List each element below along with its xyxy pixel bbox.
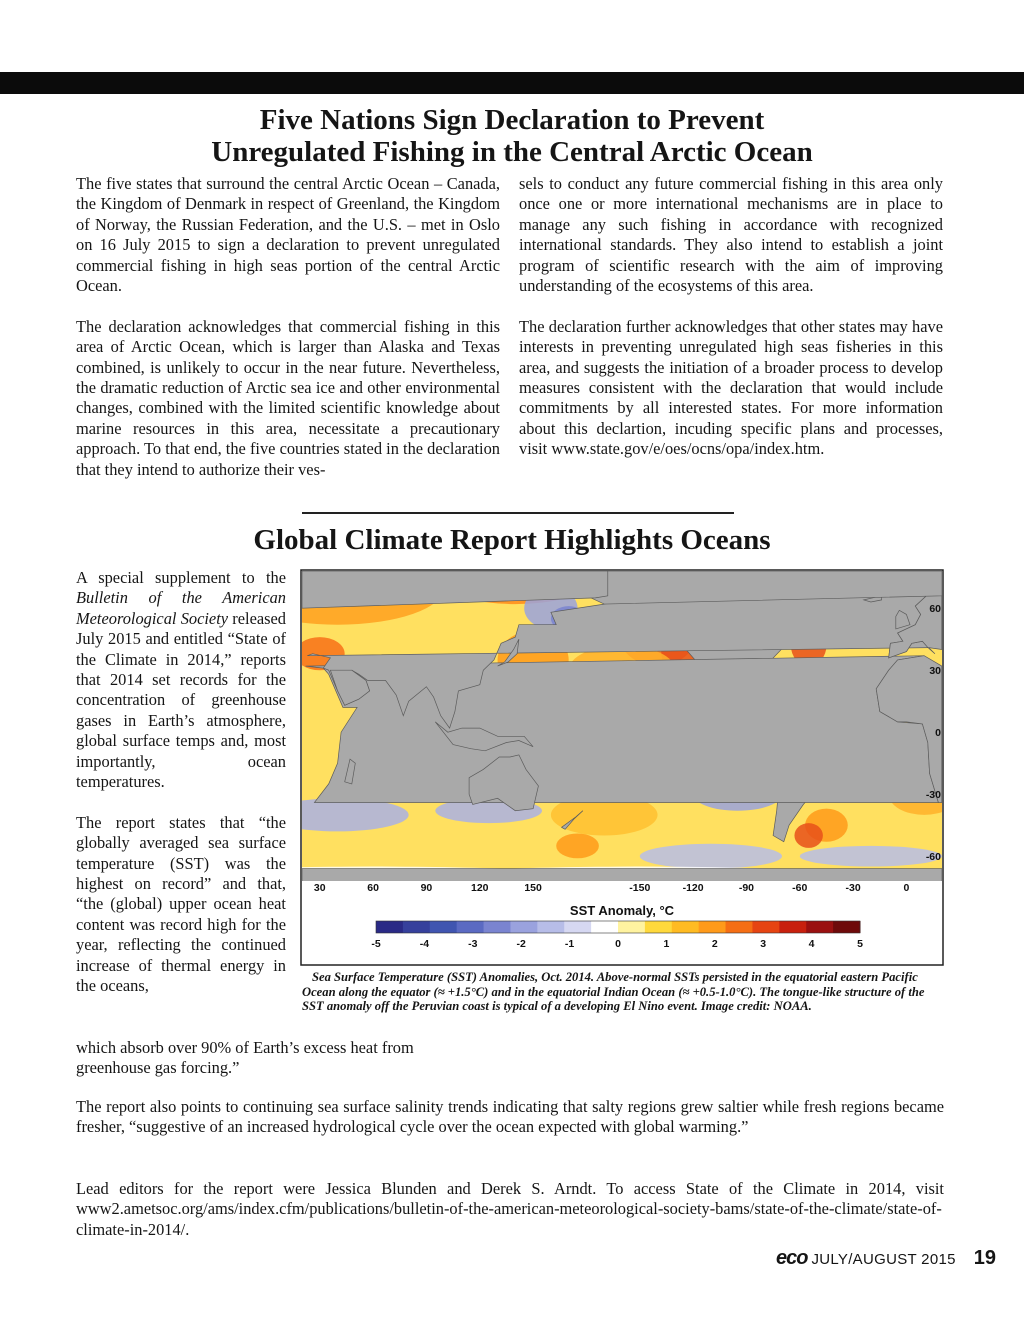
colorbar-swatch	[537, 921, 564, 933]
colorbar-tick-label: 2	[711, 938, 718, 950]
colorbar-swatch	[726, 921, 753, 933]
colorbar	[376, 921, 861, 933]
journal-name: Bulletin of the American Meteorological Society	[76, 588, 286, 628]
article-narrow-column	[76, 568, 286, 1017]
y-tick-label: -30	[925, 789, 941, 802]
article-left-column	[76, 174, 500, 500]
x-tick-label: -90	[738, 882, 755, 894]
colorbar-tick-label: -2	[516, 938, 526, 950]
colorbar-tick-label: -3	[468, 938, 478, 950]
header-bar	[0, 72, 1024, 94]
colorbar-swatch	[510, 921, 537, 933]
article-title-line2: Unregulated Fishing in the Central Arctic Ocean	[211, 136, 813, 168]
colorbar-swatch	[403, 921, 430, 933]
paragraph: The five states that surround the central Arctic Ocean – Canada, the Kingdom of Denmark in respect of Greenland, the Kingdom of Norway, the Russian Federation, and the U.S. – met in Oslo on 16 July 2015 to sign a declaration to prevent unregulated commercial fishing in high seas portion of the central Arctic Ocean.	[76, 174, 500, 296]
colorbar-swatch	[564, 921, 591, 933]
article-title-line1: Five Nations Sign Declaration to Prevent	[259, 104, 765, 136]
y-tick-label: -60	[925, 851, 941, 864]
colorbar-swatch	[376, 921, 403, 933]
colorbar-tick-label: -5	[371, 938, 381, 950]
paragraph: The report states that “the globally averaged sea surface temperature (SST) was the highest on record” and that, “the (global) upper ocean heat content was record high for the year, reflecting the continued increase of thermal energy in the oceans,	[76, 812, 286, 996]
sst-anomaly-figure	[300, 569, 944, 966]
x-tick-label: -30	[845, 882, 861, 894]
colorbar-tick-label: -1	[564, 938, 575, 950]
colorbar-swatch	[645, 921, 672, 933]
y-tick-label: 60	[929, 603, 941, 616]
x-tick-label: 0	[903, 882, 910, 894]
sst-anomaly-map	[300, 569, 944, 966]
anomaly-patch	[556, 833, 599, 858]
colorbar-label: SST Anomaly, °C	[569, 903, 675, 918]
colorbar-tick-label: 1	[663, 938, 670, 950]
article-right-column	[519, 174, 943, 480]
x-tick-label: -60	[792, 882, 808, 894]
colorbar-swatch	[672, 921, 699, 933]
magazine-logo: eco	[775, 1247, 808, 1269]
colorbar-tick-label: 0	[615, 938, 621, 950]
anomaly-patch	[640, 844, 782, 869]
colorbar-swatch	[484, 921, 511, 933]
colorbar-swatch	[699, 921, 726, 933]
colorbar-tick-label: 4	[808, 938, 815, 950]
paragraph-continuation: which absorb over 90% of Earth’s excess heat from greenhouse gas forcing.”	[76, 1038, 414, 1078]
paragraph: sels to conduct any future commercial fishing in this area only once one or more international mechanisms are in place to manage any such fishing in accordance with recognized international standards. They also intend to establish a joint program of scientific research with the aim of improving understanding of the ecosystems of this area.	[519, 174, 943, 296]
x-tick-label: 30	[313, 882, 326, 894]
x-tick-label: 60	[367, 882, 379, 894]
page-footer	[776, 1247, 996, 1271]
figure-caption: Sea Surface Temperature (SST) Anomalies, Oct. 2014. Above-normal SSTs persisted in the equatorial eastern Pacific Ocean along the equator (≈ +1.5°C) and in the equatorial Indian Ocean (≈ +0.5-1.0°C). The tongue-like structure of the SST anomaly off the Peruvian coast is typical of a developing El Nino event. Image credit: NOAA.	[302, 970, 925, 1014]
colorbar-tick-label: 3	[760, 938, 767, 950]
x-tick-label: 120	[471, 882, 489, 894]
colorbar-swatch	[457, 921, 484, 933]
paragraph: A special supplement to the Bulletin of the American Meteorological Society released July 2015 and entitled “State of the Climate in 2014,” reports that 2014 set records for the concentration of greenhouse gases in Earth’s atmosphere, global surface temps and, most importantly, ocean temperatures.	[76, 568, 286, 792]
paragraph: Lead editors for the report were Jessica Blunden and Derek S. Arndt. To access State of the Climate in 2014, visit www2.ametsoc.org/ams/index.cfm/publications/bulletin-of-the-american-meteorological-society-bams/state-of-the-climate/state-of-climate-in-2014/.	[76, 1179, 944, 1239]
paragraph: The report also points to continuing sea surface salinity trends indicating that salty regions grew saltier while fresh regions became fresher, “suggestive of an increased hydrological cycle over the ocean expected with global warming.”	[76, 1097, 944, 1137]
colorbar-swatch	[833, 921, 860, 933]
paragraph: The declaration acknowledges that commercial fishing in this area of Arctic Ocean, which is larger than Alaska and Texas combined, is unlikely to occur in the near future. Nevertheless, the dramatic reduction of Arctic sea ice and other environmental changes, combined with the limited scientific knowledge about marine resources in this area, necessitate a precautionary approach. To that end, the five countries stated in the declaration that they intend to authorize their ves-	[76, 316, 500, 479]
y-tick-label: 30	[929, 665, 941, 678]
colorbar-swatch	[591, 921, 618, 933]
colorbar-swatch	[430, 921, 457, 933]
page-number: 19	[973, 1247, 996, 1269]
colorbar-swatch	[618, 921, 645, 933]
anomaly-patch	[800, 846, 942, 867]
anomaly-patch	[794, 823, 822, 848]
x-tick-label: -120	[682, 882, 704, 894]
section-divider	[302, 512, 734, 514]
paragraph: The declaration further acknowledges that other states may have interests in preventing unregulated high seas fisheries in this area, and suggests the initiation of a broader process to develop measures consistent with the declaration that would include commitments by all interested states. For more information about this declartion, incuding specific plans and processes, visit www.state.gov/e/oes/ocns/opa/index.htm.	[519, 316, 943, 459]
issue-date: JULY/AUGUST 2015	[811, 1251, 956, 1268]
x-tick-label: -150	[629, 882, 651, 894]
colorbar-swatch	[752, 921, 779, 933]
colorbar-tick-label: 5	[857, 938, 863, 950]
y-tick-label: 0	[935, 727, 941, 740]
colorbar-swatch	[779, 921, 806, 933]
x-tick-label: 150	[524, 882, 542, 894]
article-title	[80, 104, 944, 168]
article-title: Global Climate Report Highlights Oceans	[253, 524, 771, 556]
colorbar-swatch	[806, 921, 833, 933]
colorbar-tick-label: -4	[419, 938, 430, 950]
x-tick-label: 90	[420, 882, 433, 894]
